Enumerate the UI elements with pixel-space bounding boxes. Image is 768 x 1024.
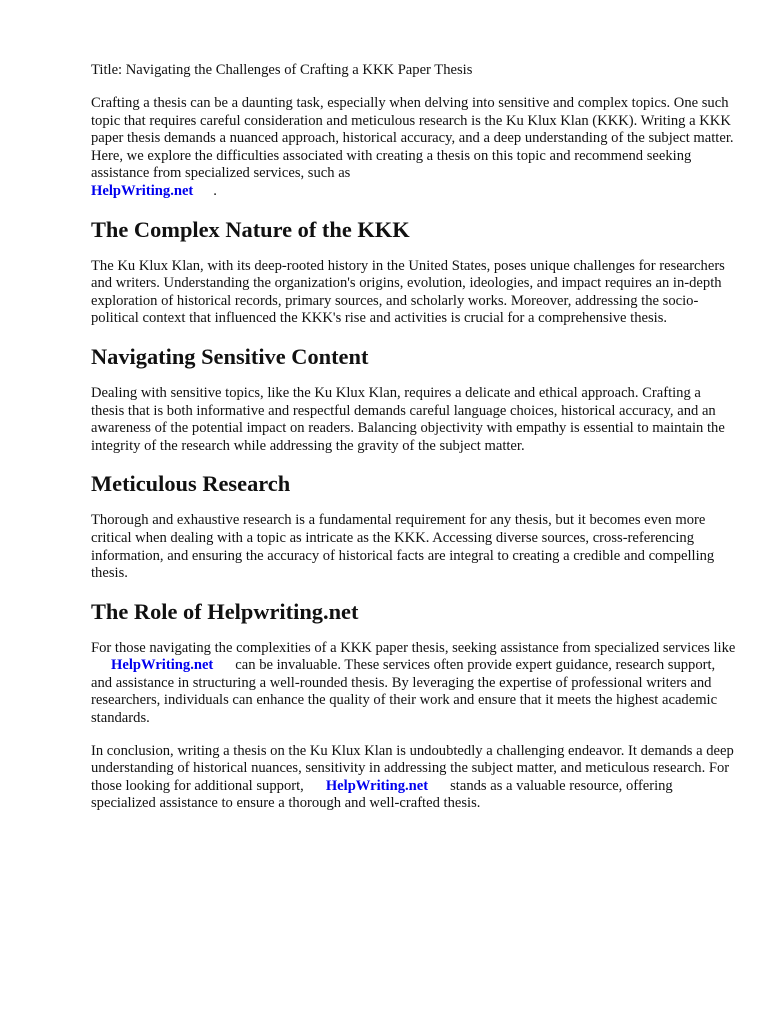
section-body-complex-nature: The Ku Klux Klan, with its deep-rooted history in the United States, poses unique challenges for researchers and writers. Understanding the organization's origins, evolution, ideologies, and impact requires an in-depth exploration of historical records, primary sources, and scholarly works. Moreover, addressing the socio-political context that influenced the KKK's rise and activities is crucial for a comprehensive thesis. (91, 257, 725, 327)
conclusion-text-before: In conclusion, writing a thesis on the Ku Klux Klan is undoubtedly a challenging endeavor. It demands a deep understanding of historical nuances, sensitivity in addressing the subject matter, and meticulous research. For those looking for additional support, (91, 742, 734, 794)
helpwriting-link-role[interactable]: HelpWriting.net (111, 657, 214, 674)
helpwriting-link-intro[interactable]: HelpWriting.net (91, 182, 194, 199)
section-body-meticulous-research: Thorough and exhaustive research is a fundamental requirement for any thesis, but it becomes even more critical when dealing with a topic as intricate as the KKK. Accessing diverse sources, cross-referencing information, and ensuring the accuracy of historical facts are integral to creating a credible and compelling thesis. (91, 512, 715, 582)
conclusion-paragraph (91, 743, 736, 813)
helpwriting-link-conclusion[interactable]: HelpWriting.net (325, 777, 429, 794)
document-page (91, 61, 736, 828)
intro-period: . (213, 182, 217, 199)
section-body-role-helpwriting (91, 640, 736, 728)
conclusion-text-after: stands as a valuable resource, offering specialized assistance to ensure a thorough and well-crafted thesis. (91, 777, 673, 812)
section-body-sensitive-content: Dealing with sensitive topics, like the Ku Klux Klan, requires a delicate and ethical approach. Crafting a thesis that is both informative and respectful demands careful language choices, historical accuracy, and an awareness of the potential impact on readers. Balancing objectivity with empathy is essential to maintain the integrity of the research while addressing the gravity of the subject matter. (91, 384, 725, 454)
section-heading-meticulous-research: Meticulous Research (91, 471, 291, 497)
intro-text: Crafting a thesis can be a daunting task, especially when delving into sensitive and complex topics. One such topic that requires careful consideration and meticulous research is the Ku Klux Klan (KKK). Writing a KKK paper thesis demands a nuanced approach, historical accuracy, and a deep understanding of the subject matter. Here, we explore the difficulties associated with creating a thesis on this topic and recommend seeking assistance from specialized services, such as (91, 95, 734, 182)
role-text-before: For those navigating the complexities of a KKK paper thesis, seeking assistance from specialized services like (91, 639, 736, 656)
intro-paragraph (91, 95, 736, 201)
section-heading-complex-nature: The Complex Nature of the KKK (91, 216, 410, 242)
document-title: Title: Navigating the Challenges of Crafting a KKK Paper Thesis (91, 62, 473, 78)
section-heading-sensitive-content: Navigating Sensitive Content (91, 343, 369, 369)
section-heading-role-helpwriting: The Role of Helpwriting.net (91, 598, 359, 624)
role-text-after: can be invaluable. These services often provide expert guidance, research support, and assistance in structuring a well-rounded thesis. By leveraging the expertise of professional writers and researchers, individuals can enhance the quality of their work and ensure that it meets the highest academic standards. (91, 657, 718, 727)
